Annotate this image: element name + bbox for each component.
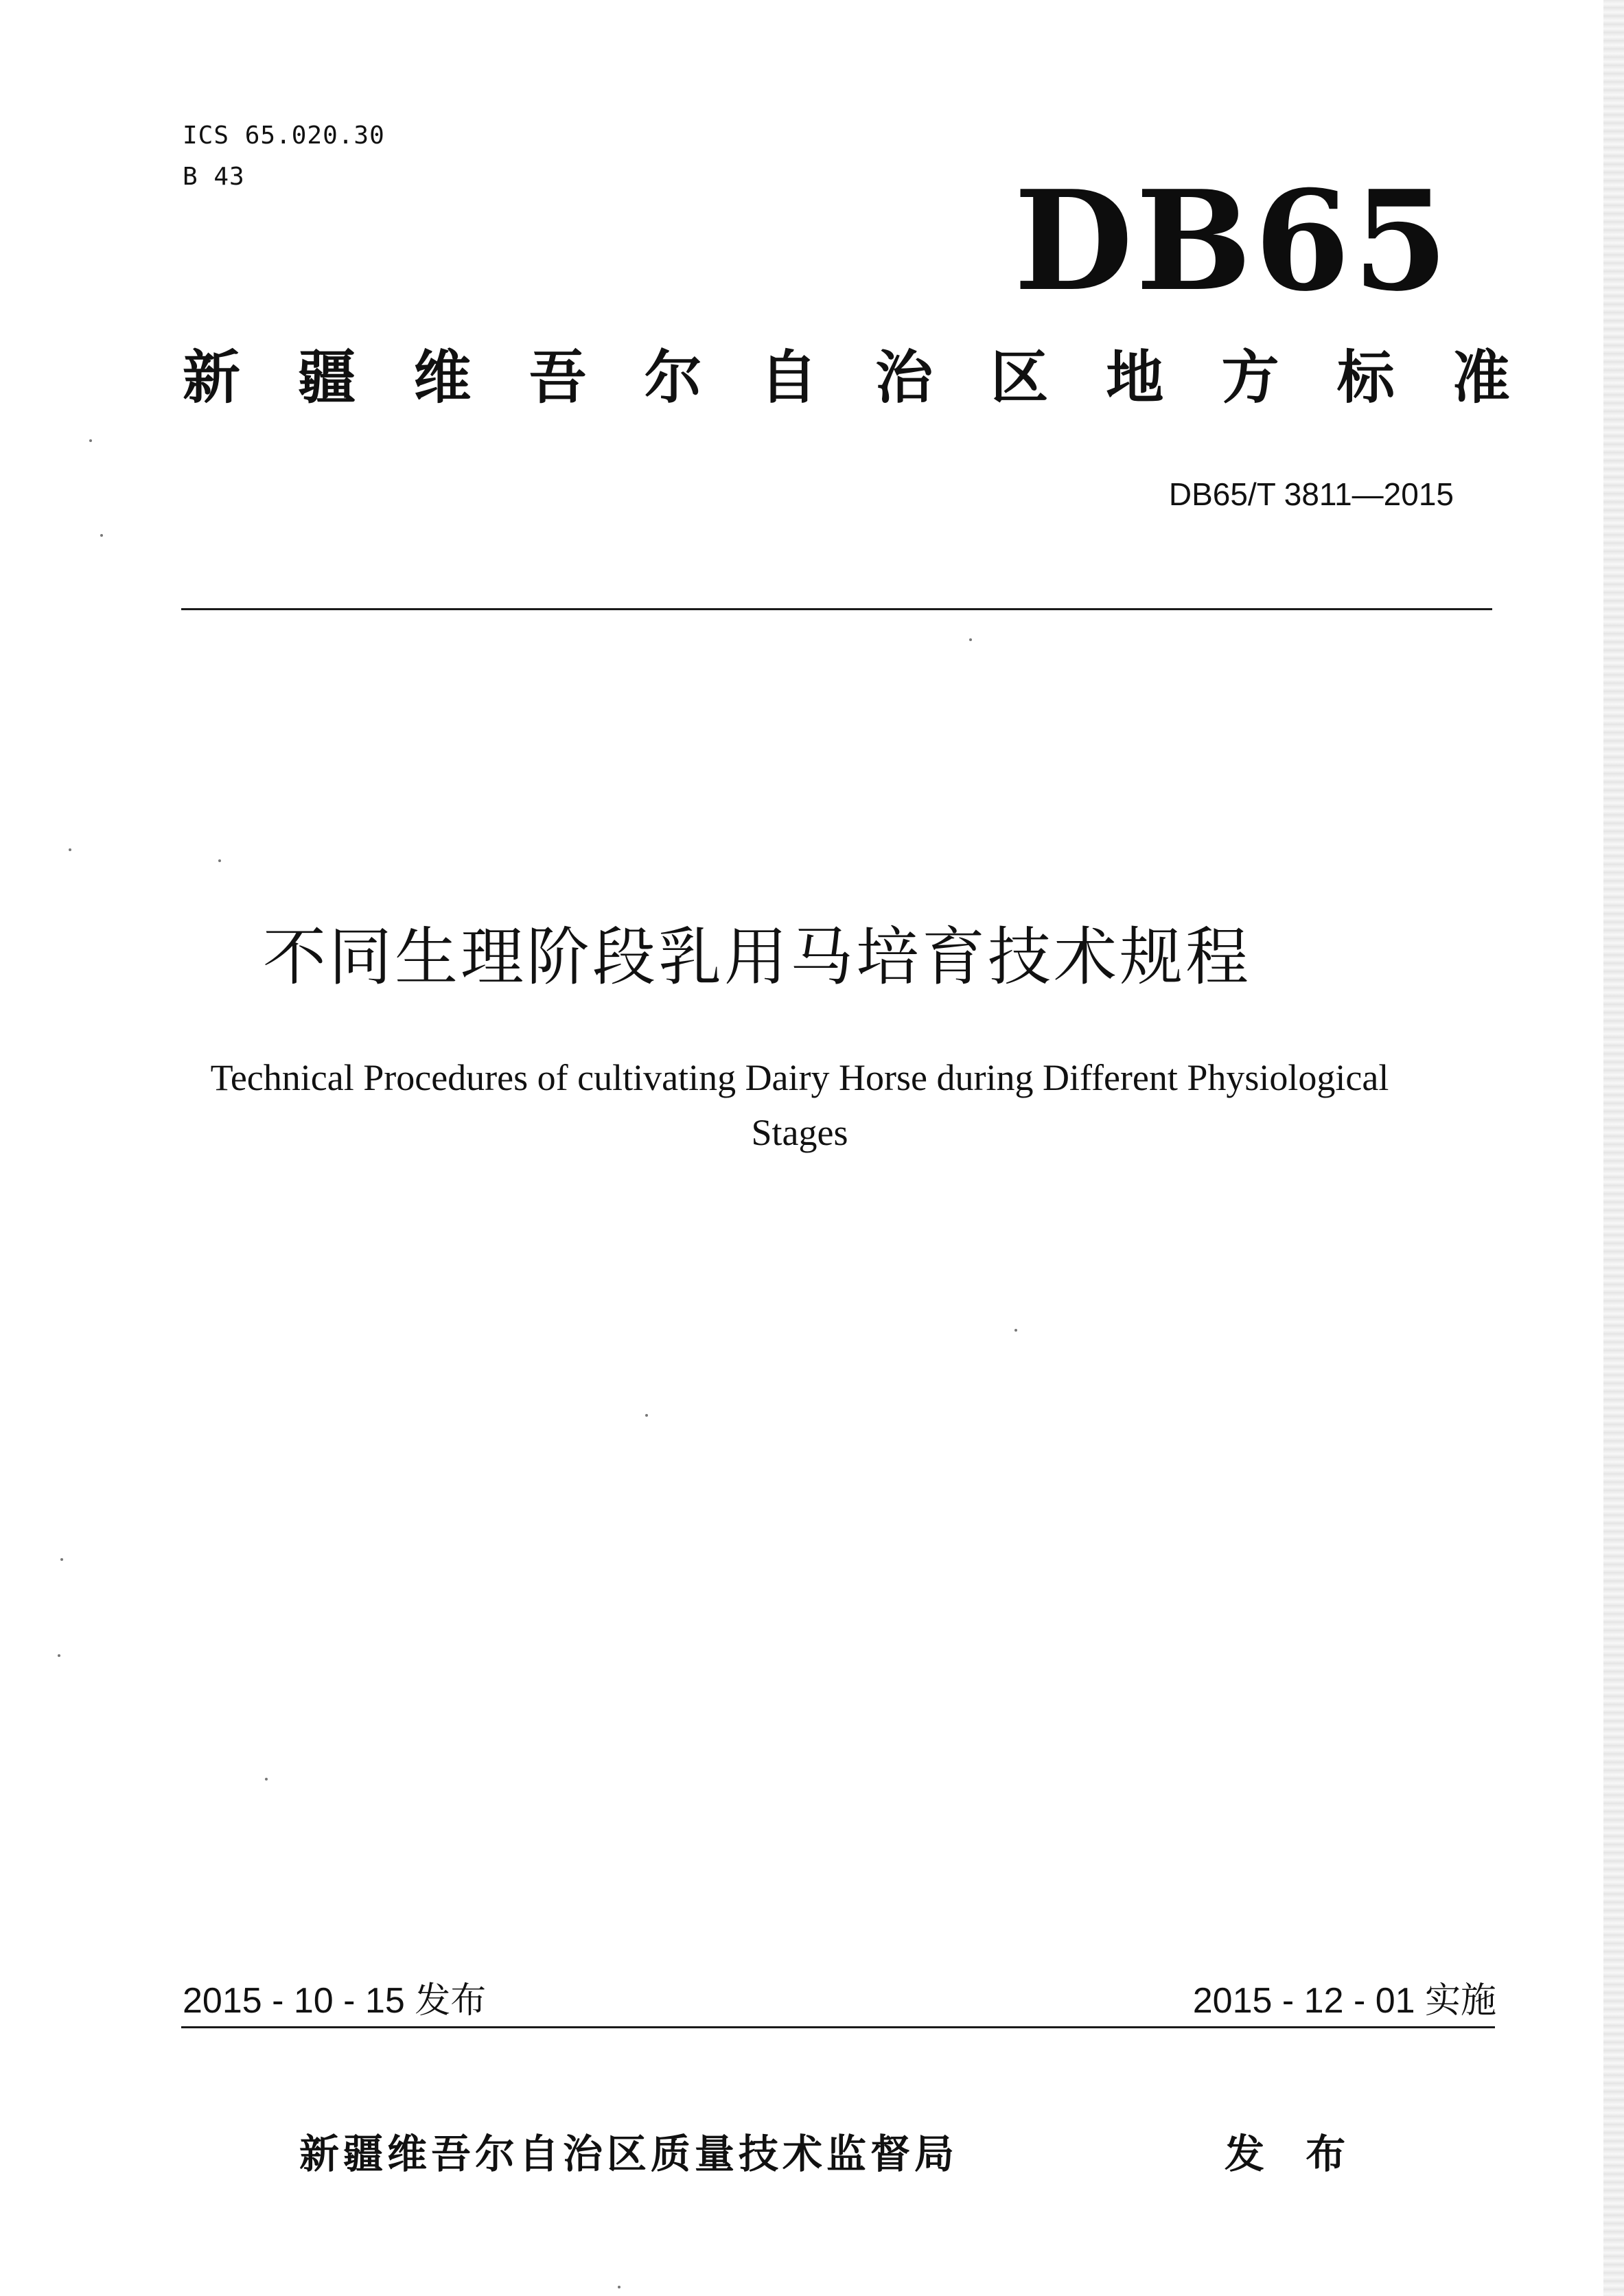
publish-label: 发 布	[1225, 2131, 1360, 2177]
ics-code: ICS 65.020.30	[183, 121, 385, 150]
heading-char: 吾	[529, 344, 587, 411]
title-english-line: Technical Procedures of cultivating Dairy Horse during Different Physiological	[210, 1057, 1389, 1098]
title-english	[165, 1050, 1435, 1160]
header-rule	[181, 608, 1492, 610]
standard-number: DB65/T 3811—2015	[1168, 476, 1454, 512]
classification-block	[183, 115, 385, 198]
ccs-code: B 43	[183, 163, 245, 191]
scan-speck	[89, 439, 92, 442]
heading-char: 区	[990, 344, 1049, 411]
scan-speck	[60, 1558, 63, 1561]
heading-char: 新	[183, 344, 241, 411]
scan-speck	[969, 638, 972, 641]
footer-rule	[181, 2026, 1495, 2028]
scan-speck	[1014, 1329, 1017, 1332]
heading-char: 维	[413, 344, 472, 411]
standard-type-heading	[183, 343, 1510, 412]
db65-logo: DB65	[1014, 161, 1451, 322]
scan-speck	[265, 1778, 268, 1781]
heading-char: 尔	[644, 344, 702, 411]
heading-char: 疆	[298, 344, 356, 411]
heading-char: 治	[875, 344, 933, 411]
title-english-line: Stages	[751, 1112, 848, 1153]
scan-speck	[58, 1654, 60, 1657]
scanned-page-edge	[1603, 0, 1624, 2296]
heading-char: 准	[1452, 344, 1510, 411]
scan-speck	[69, 848, 71, 851]
publisher-name: 新疆维吾尔自治区质量技术监督局	[299, 2131, 959, 2177]
issue-date: 2015 - 10 - 15 发布	[183, 1981, 487, 2021]
heading-char: 标	[1336, 344, 1395, 411]
implementation-date: 2015 - 12 - 01 实施	[1192, 1981, 1496, 2021]
heading-char: 自	[759, 344, 817, 411]
scan-speck	[100, 534, 103, 537]
heading-char: 地	[1106, 344, 1164, 411]
heading-char: 方	[1221, 344, 1279, 411]
scan-speck	[618, 2286, 620, 2288]
scan-speck	[218, 859, 221, 862]
title-chinese: 不同生理阶段乳用马培育技术规程	[262, 920, 1251, 994]
scan-speck	[645, 1414, 648, 1417]
